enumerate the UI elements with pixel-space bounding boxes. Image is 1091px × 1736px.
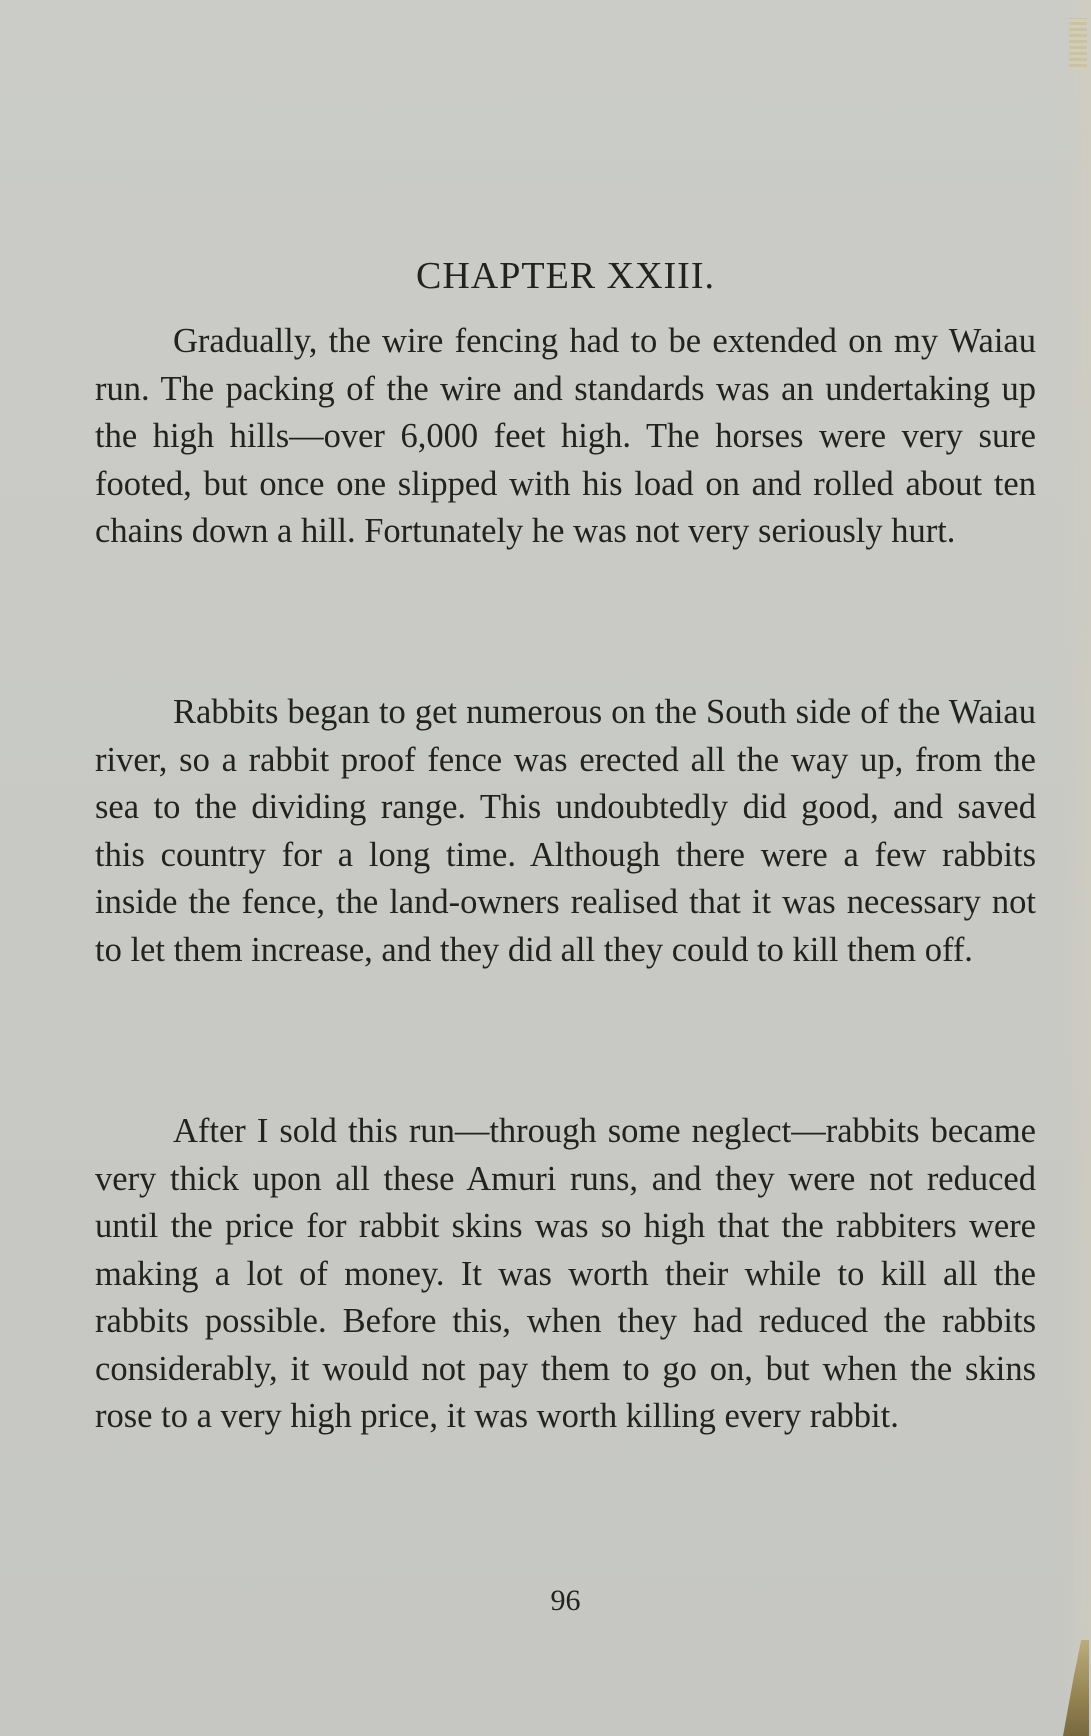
paragraph-text: Gradually, the wire fencing had to be extended on my Waiau run. The packing of the wire and standards was an undertaking up the high hills—over 6,000 feet high. The horses were very sure footed, but once one slipped with his load on and rolled about ten chains down a hill. Fortunately he was not very seriously hurt. [95, 322, 1036, 550]
paragraph-2 [95, 689, 1036, 974]
edge-stain-top [1069, 18, 1087, 70]
paragraph-text: After I sold this run—through some neglect—rabbits became very thick upon all these Amuri runs, and they were not reduced until the price for rabbit skins was so high that the rabbiters were making a lot of money. It was worth their while to kill all the rabbits possible. Before this, when they had reduced the rabbits considerably, it would not pay them to go on, but when the skins rose to a very high price, it was worth killing every rabbit. [95, 1112, 1036, 1435]
page-number: 96 [550, 1584, 581, 1617]
paragraph-text: Rabbits began to get numerous on the South side of the Waiau river, so a rabbit proof fence was erected all the way up, from the sea to the dividing range. This undoubtedly did good, and saved this country for a long time. Although there were a few rabbits inside the fence, the land-owners realised that it was necessary not to let them increase, and they did all they could to kill them off. [95, 693, 1036, 969]
paragraph-1 [95, 318, 1036, 556]
chapter-title: CHAPTER XXIII. [416, 255, 715, 297]
paragraph-3 [95, 1108, 1036, 1441]
